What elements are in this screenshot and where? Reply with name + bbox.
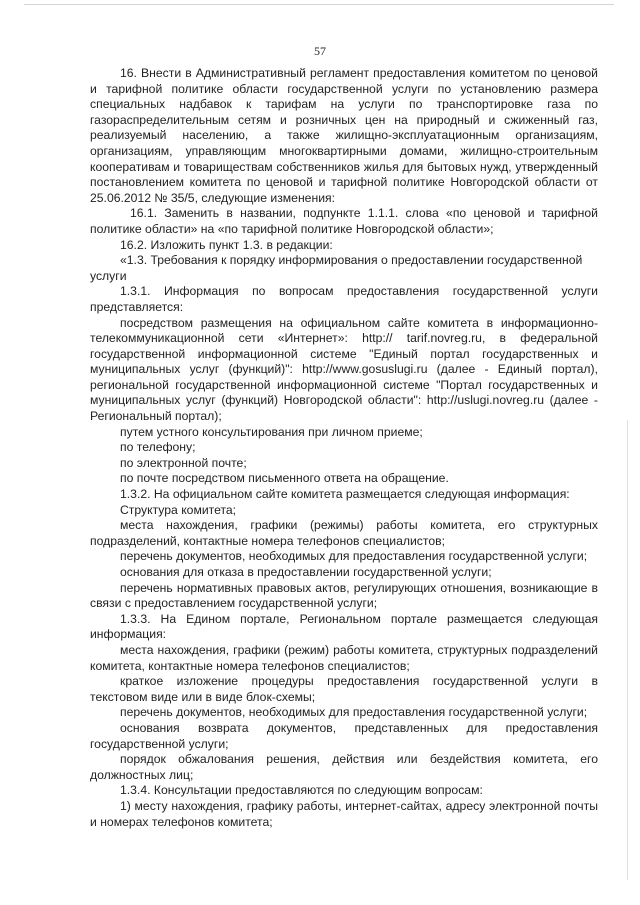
paragraph-1-3-4: 1.3.4. Консультации предоставляются по следующим вопросам: [120,783,483,798]
list-item: по почте посредством письменного ответа на обращение. [120,471,449,486]
paragraph-official-site: посредством размещения на официальном сайте комитета в информационно-телекоммуникационной сети «Интернет»: http:// tarif.novreg.ru, в федеральной государственной информационной системе "Единый портал государственных и муниципальных услуг (функций)": http://www.gosuslugi.ru (далее - Единый портал), региональной государственной информационной системе "Портал государственных и муниципальных услуг (функций) Новгородской области": http://uslugi.novreg.ru (далее - Региональный портал); [90,315,598,424]
list-item: перечень документов, необходимых для предоставления государственной услуги; [120,549,588,564]
list-item: порядок обжалования решения, действия или бездействия комитета, его должностных лиц; [90,752,598,782]
paragraph-1-3-3: 1.3.3. На Едином портале, Региональном портале размещается следующая информация: [90,611,598,642]
scan-edge-line [24,4,614,5]
list-item: по телефону; [120,440,196,455]
list-item: основания для отказа в предоставлении государственной услуги; [120,565,492,579]
document-body [90,66,598,830]
list-item: основания возврата документов, представленных для предоставления государственной услуги; [90,720,598,751]
list-item: 1) месту нахождения, графику работы, интернет-сайтах, адресу электронной почты и номерах телефонов комитета; [90,798,598,829]
paragraph-1-3-2: 1.3.2. На официальном сайте комитета размещается следующая информация: [120,487,570,502]
page-number: 57 [314,44,326,58]
list-item: краткое изложение процедуры предоставления государственной услуги в текстовом виде или в виде блок-схемы; [90,674,598,704]
list-item: по электронной почте; [120,455,247,470]
list-item: перечень документов, необходимых для предоставления государственной услуги; [120,705,588,720]
list-item: места нахождения, графики (режимы) работы комитета, его структурных подразделений, контактные номера телефонов специалистов; [90,518,598,548]
list-item: места нахождения, графики (режим) работы комитета, структурных подразделений комитета, контактные номера телефонов специалистов; [90,642,598,673]
section-heading-1-3: «1.3. Требования к порядку информирования о предоставлении государственной услуги [90,253,583,283]
paragraph-16: 16. Внести в Административный регламент предоставления комитетом по ценовой и тарифной политике области государственной услуги по установлению размера специальных надбавок к тарифам на услуги по транспортировке газа по газораспределительным сетям и розничных цен на природный и сжиженный газ, реализуемый населению, а также жилищно-эксплуатационным организациям, организациям, управляющим многоквартирными домами, жилищно-строительным кооперативам и товариществам собственников жилья для бытовых нужд, утвержденный постановлением комитета по ценовой и тарифной политике Новгородской области от 25.06.2012 № 35/5, следующие изменения: [90,66,598,205]
paragraph-16-1: 16.1. Заменить в названии, подпункте 1.1.1. слова «по ценовой и тарифной политике области» на «по тарифной политике Новгородской области»; [90,206,598,236]
paragraph-16-2: 16.2. Изложить пункт 1.3. в редакции: [120,237,333,252]
scan-side-line [627,420,628,880]
list-item: Структура комитета; [120,502,237,517]
list-item: путем устного консультирования при личном приеме; [120,424,423,439]
paragraph-1-3-1: 1.3.1. Информация по вопросам предоставления государственной услуги представляется: [90,284,598,314]
list-item: перечень нормативных правовых актов, регулирующих отношения, возникающие в связи с предоставлением государственной услуги; [90,580,598,611]
